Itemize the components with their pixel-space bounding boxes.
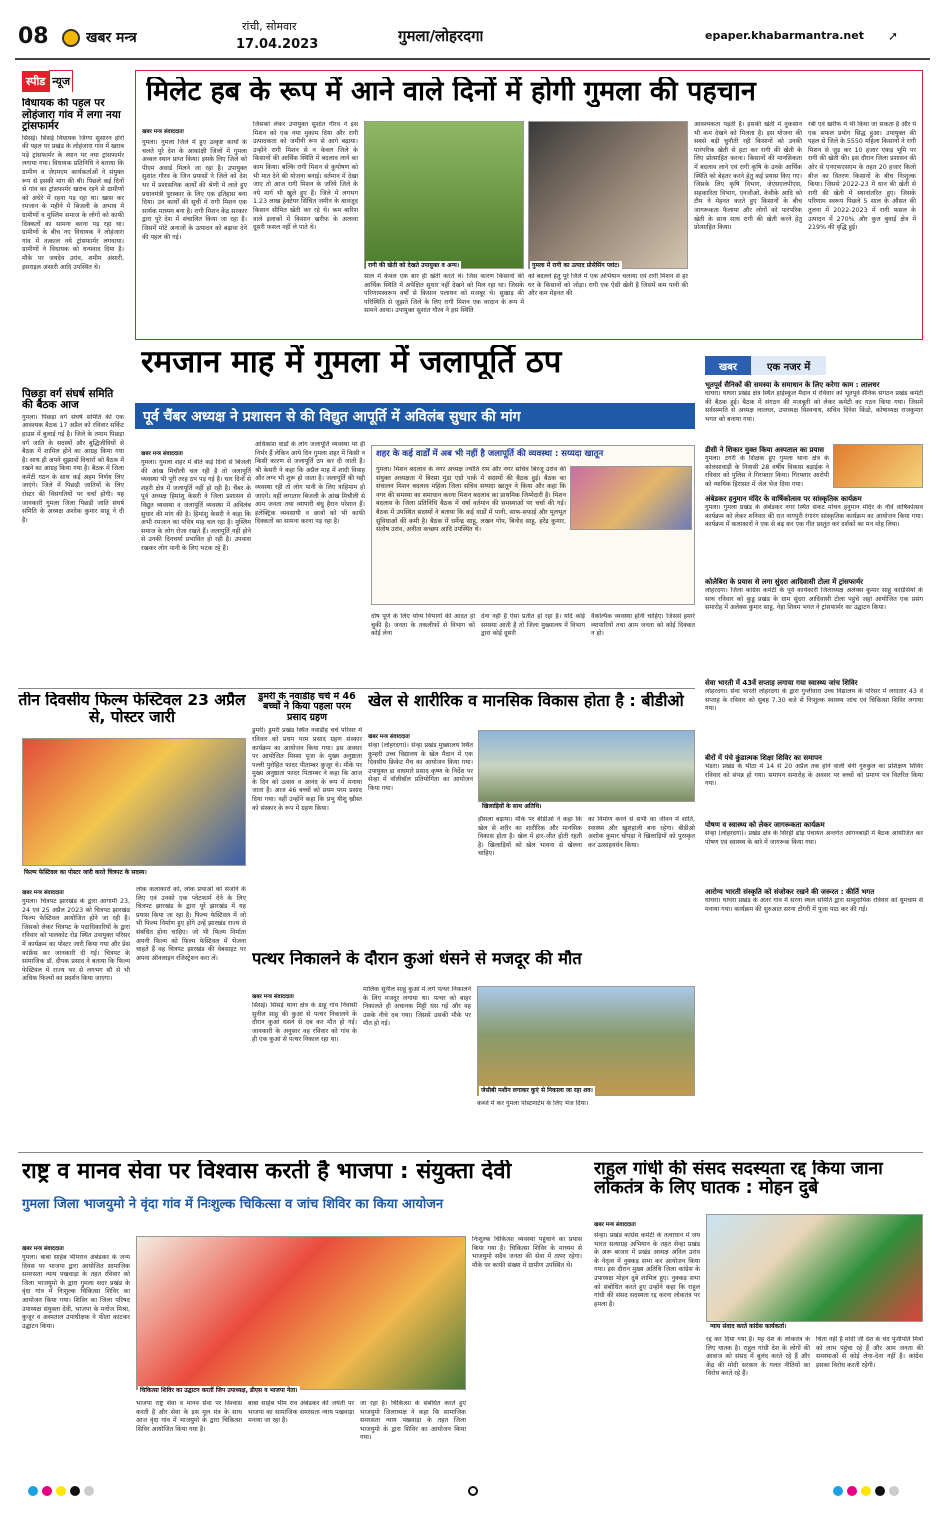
place-date: रांची, सोमवार	[242, 20, 297, 33]
rahul-col-3: चिंता नहीं है मोदी जी देश के चंद पूंजीपति मित्रों को लाभ पहुंचा रहे हैं और आम जनता की समस्याओं से कोई लेना-देना नहीं है। कांग्रेस इसका विरोध करती रहेगी।	[816, 1336, 923, 1369]
bjp-story	[18, 1160, 583, 1470]
brief-headline: आरोग्य भारती संस्कृति को संजोकर रखने की जरूरत : कीर्ति भगत	[705, 888, 875, 896]
well-col-3: कब्जे में कर गुमला पोस्टमार्टम के लिए भेज दिया।	[477, 1100, 589, 1107]
ramzan-subhead: पूर्व चैंबर अध्यक्ष ने प्रशासन से की विद्युत आपूर्ति में अविलंब सुधार की मांग	[135, 403, 695, 429]
ramzan-col-5: वैकल्पिक व्यवस्था होनी चाहिए। जिससे हमारे व्यापारियों तथा आम जनता को कोई दिक्कत न हो।	[591, 613, 695, 638]
film-col-2: लोक कलाकारों को, लोक प्रथाओं को संजोने के लिए एवं उनको एक प्लेटफार्म देने के लिए चित्रपट झारखंड के द्वारा पूरे झारखंड में यह प्रयास किया जा रहा है। फिल्म फेस्टिवल में जो भी फिल्म निर्माण हुए होंगे उन्हें झारखंड राज्य से संबंधित होना चाहिए। जो भी फिल्म निर्माता अपनी फिल्म को फिल्म फेस्टिवल में भेजना चाहते हैं वह चित्रपट झारखंड की वेबसाइट पर अपना ऑनलाइन रजिस्ट्रेशन करा लें।	[136, 886, 246, 962]
brief-headline: भूतपूर्व सैनिकों की समस्या के समाधान के लिए करेगा काम : लालधर	[705, 381, 880, 389]
lead-headline: मिलेट हब के रूप में आने वाले दिनों में होगी गुमला की पहचान	[146, 77, 756, 107]
speed-news-label-2: न्यूज	[49, 70, 73, 92]
sports-col-2: हौसला बढ़ाया। मौके पर बीडीओ ने कहा कि खेल से शरीर का शारीरिक और मानसिक विकास होता है। खेल में हार-जीत होती रहती है। खिलाड़ियों को खेल भावना से खेलना चाहिए।	[478, 816, 582, 858]
prasad-body: डुमरी। डुमरी प्रखंड स्थित नवाडीह चर्च परिसर में रविवार को प्रथम परम प्रसाद ग्रहण संस्कार कार्यक्रम का आयोजन किया गया। इस अवसर पर आयोजित मिस्सा पूजा के मुख्य अनुष्ठाता पल्ली पुरोहित फादर पीताम्बर कुजूर थे। मौके पर मुख्य अनुष्ठाता फादर पिताम्बर ने कहा कि आज के दिन को उत्सव व आनंद के रूप में मनाया जाता है। आज 46 बच्चों को प्रथम परम प्रसाद दिया गया। वहीं उन्होंने कहा कि प्रभु यीशु ख्रीस्त को संस्कार के रूप में ग्रहण किया।	[252, 727, 362, 812]
ragi-field-photo	[364, 121, 524, 269]
lead-caption-2: गुमला में रागी का उत्पाद प्रोसेसिंग प्लांट।	[532, 262, 620, 269]
film-caption: फिल्म फेस्टिवल का पोस्टर जारी करते चित्रपट के सदस्य।	[22, 868, 246, 878]
lead-col-4: को बदलने हेतु पूरे जिले में एक अभियान चलाया एवं रागी मिशन से हर घर के किसानों को जोड़ा। रागी एक ऐसी खेती है जिसमें कम पानी की और कम मेहनत की	[528, 273, 688, 298]
ramzan-col-1: गुमला। गुमला शहर में बीते कई दिनों से बिजली की आंख मिचौली चल रही है तो जलापूर्ति व्यवस्था भी पूरी तरह ठप पड़ गई है। चार दिनों से शहरी क्षेत्र में जलापूर्ति नहीं हो रही है। चैंबर के पूर्व अध्यक्ष हिमांशु केसरी ने जिला प्रशासन से विद्युत व्यवस्था व जलापूर्ति व्यवस्था में अविलंब सुधार की मांग की है। हिमांशु केसरी ने कहा कि अभी रमजान का पवित्र माह चल रहा है। मुस्लिम समाज के लोग रोजा रखते हैं। जलापूर्ति नहीं होने से उनकी दिनचर्या प्रभावित हो रही है। उपवास रखकर लोग पानी के लिए भटक रहे हैं।	[141, 459, 251, 552]
sports-col-1: सेन्हा (लोहरदगा)। सेन्हा प्रखंड मुख्यालय स्थित कुम्हरी उच्च विद्यालय के खेल मैदान में एक दिवसीय क्रिकेट मैच का आयोजन किया गया। उपायुक्त डा वाघमारे प्रसाद कृष्ण के निर्देश पर सेन्हा में वॉलीबॉल प्रतियोगिता का आयोजन किया गया।	[368, 742, 473, 792]
speed-news-headline-2: पिछड़ा वर्ग संघर्ष समिति की बैठक आज	[22, 387, 114, 412]
brief-body: लोहरदगा। सेवा भारती लोहरदगा के द्वारा गुन्तीवारा उच्च विद्यालय के परिसर में लगातार 43 वें सप्ताह के रविवार को सुबह 7.30 बजे से निःशुल्क स्वास्थ्य जांच एवं चिकित्सा शिविर लगाया गया।	[705, 688, 923, 713]
bjp-headline: राष्ट्र व मानव सेवा पर विश्वास करती है भाजपा : संयुक्ता देवी	[22, 1160, 512, 1184]
speed-news-body-1: सिसई। सिसई विधायक जिग्गा सुसारन होरो की पहल पर प्रखंड के लोहंजारा गांव में खराब पड़े ट्रांसफार्मर के स्थान पर नया ट्रांसफार्मर लगाया गया। विधायक प्रतिनिधि ने बताया कि ग्रामीण व जेएमएम कार्यकर्ताओं ने संयुक्त रूप से इसकी मांग की थी। पिछले कई दिनों से गांव का ट्रांसफार्मर खराब रहने से ग्रामीणों को अंधेरे में रहना पड़ रहा था। खास कर रमजान के महीने में बिजली के अभाव में ग्रामीणों व मुस्लिम समाज के लोगों को काफी दिक्कतों का सामना करना पड़ रहा था। ग्रामीणों के बीच नए विधायक ने लोहंजारा गांव में तत्काल नये ट्रांसफार्मर लगवाया। ग्रामीणों ने विधायक को धन्यवाद दिया है। मौके पर जयदेव उरांव, शमीम अंसारी, इसराइल अंसारी आदि उपस्थित थे।	[22, 134, 124, 271]
lead-col-1: गुमला। गुमला जिले में हुए उत्कृष्ट कार्यों के चलते पूरे देश के आकांक्षी जिलों में गुमला अव्वल स्थान प्राप्त किया। इसके लिए जिले को पीएम अवार्ड मिलने जा रहा है। उपायुक्त सुशांत गौरव के जिन प्रयासों ने जिले को देश भर में प्रशासनिक कार्यों की श्रेणी में लाते हुए प्रधानमंत्री पुरस्कार के लिए एक इतिहास बना दिया। उन कार्यों की सूची में रागी मिशन एक सार्थक माध्यम बना है। रागी मिशन केंद्र सरकार द्वारा पूरे देश में संचालित किया जा रहा है। जिसमें मोटे अनाजों के उत्पादन को बढ़ावा देने की पहल की गई।	[142, 139, 247, 241]
masthead	[0, 0, 945, 62]
brief-headline: कोलेबिरा के प्रयास से लगा सुंदरा आदिवासी टोला में ट्रांसफार्मर	[705, 578, 864, 586]
brief-body: सेन्हा (लोहरदगा)। प्रखंड क्षेत्र के सिरहीं ढोढ़ पंचायत अन्तर्गत आंगनबाड़ी में बैठक आयोजित कर पोषण एवं स्वास्थ्य के बारे में जागरूक किया गया।	[705, 830, 923, 846]
jcb-rescue-photo	[477, 986, 695, 1096]
well-col-1: सिसई। सिसई थाना क्षेत्र के डाहू गांव निवासी सुनील साहू की कुआं से पत्थर निकालने के दौरान कुआं धंसने से दब कर मौत हो गई। जानकारी के अनुसार वह रविवार को गांव के ही एक कुआं से पत्थर निकाल रहा था।	[252, 1002, 357, 1044]
rahul-story	[590, 1160, 923, 1470]
well-headline: पत्थर निकालने के दौरान कुआं धंसने से मजदूर की मौत	[252, 950, 582, 968]
brand-logo-icon	[62, 29, 80, 47]
film-col-1: गुमला। चित्रपट झारखंड के द्वारा आगामी 23, 24 एवं 25 अप्रैल 2023 को चित्रपट झारखंड फिल्म फेस्टिवल आयोजित होने जा रही है। जिसको लेकर चित्रपट के पदाधिकारियों के द्वारा रविवार को पालकोट रोड स्थित उपायुक्त परिसर में कार्यक्रम का पोस्टर जारी किया गया और प्रेस कांफ्रेंस कर जानकारी दी गई। चित्रपट के सामाजिक डॉ. दीपक प्रसाद ने बताया कि फिल्म फेस्टिवल में राज्य भर से लगभग सौ से भी अधिक फिल्मों का प्रदर्शन किया जाएगा।	[22, 898, 130, 983]
page-number: 08	[18, 24, 49, 49]
sports-headline: खेल से शारीरिक व मानसिक विकास होता है : बीडीओ	[368, 692, 684, 710]
speed-news-headline-1: विधायक की पहल पर लोहंजारा गांव में लगा नया ट्रांसफार्मर	[22, 98, 121, 133]
ramzan-col-3: दोष पूर्ण के लिए योग्य विभागों की आदत हो चुकी है। जनता के तकलीफों से विभाग को कोई लेना	[371, 613, 475, 638]
print-registration-marks	[0, 1478, 945, 1517]
sports-story	[368, 692, 695, 947]
rahul-byline: खबर मन्त्र संवाददाता	[594, 1222, 636, 1228]
lead-col-3: साल में केवल एक बार ही खेती करते थे। जिस कारण किसानों की आर्थिक स्थिति में अपेक्षित सुधार नहीं देखने को मिल रहा था। जिसके परिणामस्वरूप वर्षों से किसान पलायन को मजबूर थे। सुखाड़ की परिस्थिति से जूझते जिले के लिए रागी मिशन एक वरदान के रूप में सामने आया। उपायुक्त सुशांत गौरव ने इस स्थिति	[364, 273, 524, 315]
issue-date: 17.04.2023	[236, 37, 319, 52]
lead-col-5: आवश्यकता पड़ती है। इसकी खेती में नुकसान भी कम देखने को मिलता है। इस योजना की सबसे बड़ी चुनौती रही किसानों को उनकी पारंपरिक खेती से हटा कर रागी की खेती के लिए प्रोत्साहित करना। किसानों की मानसिकता में बदलाव लाने एवं रागी कृषि के उनके आर्थिक स्थिति को बेहतर करने हेतु कई प्रयास किए गए। जिसके लिए कृषि विभाग, जेएसएलपीएस, सहकारिता विभाग, एनजीओ, केवीके आदि को टीम ने मेहनत करते हुए किसानों के बीच जागरूकता फैलाया और लोगों को पारंपरिक खेती के साथ साथ रागी की खेती करने हेतु प्रोत्साहित किया।	[694, 121, 802, 232]
film-poster-photo	[22, 738, 246, 866]
bjp-col-1: गुमला। बाबा साहेब भीमराव अंबेडकर के जन्म दिवस पर भाजपा द्वारा आयोजित सामाजिक समरसता न्याय पखवाड़ा के तहत रविवार को जिला भाजयुमो के द्वारा गुमला सदर प्रखंड के वृंदा गांव में निःशुल्क चिकित्सा शिविर का आयोजन किया गया। शिविर का जिला परिषद उपाध्यक्ष संयुक्ता देवी, भाजपा के मनोज मिश्रा, कुजूर व अस्पताल उपाधीक्षक ने फीता काटकर उद्घाटन किया।	[22, 1254, 130, 1330]
prasad-story	[252, 692, 362, 947]
speed-news-body-2: गुमला। पिछड़ा वर्ग संघर्ष समिति की एक आवश्यक बैठक 17 अप्रैल को रविवार सर्किट हाउस में बुलाई गई है। जिले के तमाम पिछड़ा वर्ग जाति के सदस्यों और बुद्धिजीवियों से बैठक में शामिल होने का आग्रह किया गया है। साथ ही अपने सुझावों विचारों को बैठक में रखने का आग्रह किया गया है। बैठक में जिला कमेटी गठन के साथ कई अहम निर्णय लिए जाएंगे। जिले में पिछड़ी जातियों के लिए रोस्टर की विसंगतियों पर चर्चा होगी। यह जानकारी गुमला जिला पिछड़ी जाति संघर्ष समिति के अध्यक्ष अशोक कुमार साहू ने दी है।	[22, 413, 124, 524]
website-link[interactable]: epaper.khabarmantra.net	[705, 29, 864, 42]
lead-byline: खबर मन्त्र संवाददाता	[142, 129, 184, 135]
ek-nazar-tag: खबर	[705, 356, 751, 375]
well-col-2: मालिक सुनील साहू कुआं में लगे पत्थर निकालने के लिए मजदूर लगाया था। पत्थर को बाहर निकालते ही अचानक मिट्टी धंस गई और वह उसके नीचे दब गया। जिससे उसकी मौके पर मौत हो गई।	[363, 986, 471, 1028]
hanuman-mandir-photo	[833, 444, 923, 488]
ek-nazar-title: एक नजर में	[751, 356, 826, 375]
brief-headline: अंबेडकर हनुमान मंदिर के वार्षिकोत्सव पर सांस्कृतिक कार्यक्रम	[705, 495, 862, 503]
brief-headline: बीरों में पंचे कुंडात्मक शिक्षा शिविर का समापन	[705, 754, 822, 762]
bjp-col-5: निःशुल्क चिकित्सा व्यवस्था पहुंचाने का प्रयास किया गया है। चिकित्सा शिविर के माध्यम से भाजयुमो सदैव जनता की सेवा में तत्पर रहेगा। मौके पर काफी संख्या में ग्रामीण उपस्थित थे।	[472, 1236, 582, 1269]
section-title: गुमला/लोहरदगा	[398, 27, 484, 45]
sports-byline: खबर मन्त्र संवाददाता	[368, 734, 410, 740]
ramzan-col-4: देना नहीं है ऐसा प्रतीत हो रहा है। यदि कोई समस्या आती है तो जिला मुख्यालय में विभाग द्वारा कोई दूसरी	[481, 613, 585, 638]
ramzan-col-2: अधिकांश वार्डों के लोग जलापूर्ति व्यवस्था पर ही निर्भर हैं लेकिन आये दिन गुमला शहर में किसी न किसी कारण से जलापूर्ति ठप कर दी जाती है। श्री केसरी ने कहा कि अप्रैल माह में शादी विवाह और लग्न भी शुरू हो जाता है। जलापूर्ति की यही व्यवस्था रही तो लोग पानी के लिए त्राहिमाम हो जाएंगे। वहीं लगातार बिजली के आंख मिचौली से आम जनता तथा व्यापारी बंधु हैरान परेशान हैं। इलेक्ट्रिक व्यवसायी व छात्रों को भी काफी दिक्कतों का सामना करना पड़ रहा है।	[255, 441, 365, 526]
lead-caption-1: रागी की खेती को देखते उपायुक्त व अन्य।	[368, 262, 460, 269]
ramzan-inset	[371, 445, 695, 605]
brief-body: भंडरा। प्रखंड के भीठा में 14 से 20 अप्रैल तक होने वाली बेनी गुरुकुल का प्रशिक्षण शिविर रविवार को संपन्न हो गया। समापन समारोह के अवसर पर बच्चों को प्रमाण पत्र वितरित किया गया।	[705, 763, 923, 788]
bjp-col-3: बाबा साहेब भीम राव अंबेडकर की जयंती पर भाजपा का सामाजिक समरसता न्याय पखवाड़ा मनाया जा रहा है।	[248, 1400, 354, 1425]
rahul-caption: न्याय संवाद करते कांग्रेस कार्यकर्ता।	[710, 1323, 787, 1330]
well-byline: खबर मन्त्र संवाददाता	[252, 994, 294, 1000]
well-story	[252, 950, 695, 1147]
speed-news-label: स्पीड	[22, 71, 49, 92]
prasad-headline: डुमरी के नवाडीह चर्च में 46 बच्चों ने किया पहला परम प्रसाद ग्रहण	[258, 692, 356, 723]
bjp-caption: चिकित्सा शिविर का उद्घाटन करतीं जिप उपाध्यक्ष, डीएस व भाजपा नेता।	[140, 1387, 298, 1394]
rahul-headline: राहुल गांधी की संसद सदस्यता रद्द किया जाना लोकतंत्र के लिए घातक : मोहन दुबे	[594, 1160, 883, 1199]
sports-col-3: का निर्माण करने से सभी का जीवन में शांति, स्वास्थ्य और खुशहाली बना रहेगा। बीडीओ अशोक कुमार चोपड़ा ने खिलाड़ियों को पुरस्कृत कर उत्साहवर्धन किया।	[588, 816, 695, 849]
bjp-subhead: गुमला जिला भाजयुमो ने वृंदा गांव में निःशुल्क चिकित्सा व जांच शिविर का किया आयोजन	[22, 1197, 444, 1212]
bjp-col-4: जा रहा है। चिकित्सा के संबंधित करते हुए भाजयुमो जिलाध्यक्ष ने कहा कि सामाजिक समरसता न्याय पखवाड़ा के तहत जिला भाजयुमो के द्वारा शिविर का आयोजन किया गया।	[360, 1400, 466, 1442]
rahul-col-2: रद्द कर दिया गया है। यह देश के लोकतंत्र के लिए घातक है। राहुल गांधी देश के लोगों की आवाज को संसद में बुलंद करते रहे हैं और केंद्र की मोदी सरकार के गलत नीतियों का विरोध करते रहे हैं।	[706, 1336, 810, 1378]
well-caption: जेसीबी मशीन लगाकर कुएं से निकाला जा रहा शव।	[481, 1087, 593, 1094]
brief-body: घाघरा। घाघरा प्रखंड के अंतर गांव में सरना स्थल समिति द्वारा सामुदायिक रविवार को धूमधाम से मनाया गया। कार्यक्रम की शुरुआत सरना टोंगरी में पूजा पाठ कर की गई।	[705, 897, 923, 913]
sports-caption: खिलाड़ियों के साथ अतिथि।	[482, 803, 542, 810]
film-byline: खबर मन्त्र संवाददाता	[22, 890, 64, 896]
bjp-byline: खबर मन्त्र संवाददाता	[22, 1246, 64, 1252]
brief-body: घाघरा। घाघरा प्रखंड क्षेत्र स्थित हाईस्कूल मैदान में रविवार को भूतपूर्व सैनिक संगठन प्रखंड कमेटी की बैठक हुई। बैठक में संगठन की मजबूती को लेकर कमेटी का गठन किया गया। जिसमें सर्वसम्मति से अध्यक्ष लालधर, उपाध्यक्ष विश्वनाथ, सचिव दिनेश किंडो, कोषाध्यक्ष राजकुमार भगत को बनाया गया।	[705, 390, 923, 423]
inset-headline: शहर के कई वार्डों में अब भी नहीं है जलापूर्ति की व्यवस्था : सय्यदा खातून	[376, 449, 604, 459]
brief-body: गुमला। गुमला प्रखंड के अंबेडकर नगर स्थित संकट मोचन हनुमान मंदिर के नौवें वार्षिकोत्सव कार्यक्रम को लेकर शनिवार की रात नागपुरी रंगारंग सांस्कृतिक कार्यक्रम का आयोजन किया गया। कार्यक्रम में कलाकारों ने एक से बढ़ कर एक गीत प्रस्तुत कर दर्शकों का मन मोह लिया।	[705, 504, 923, 529]
film-headline: तीन दिवसीय फिल्म फेस्टिवल 23 अप्रैल से, पोस्टर जारी	[18, 692, 246, 727]
lead-col-6: रबी एवं खरीफ में भी किया जा सकता है और ये एक सफल प्रयोग सिद्ध हुआ। उपायुक्त की पहल से जिले के 5550 महिला किसानों ने रागी मिशन से जुड़ कर 10 हजार एकड़ भूमि पर रागी की खेती की। इस दौरान जिला प्रशासन की ओर से एनएफएसएम के तहत 20 हजार किलो बीज का वितरण किसानों के बीच निःशुल्क किया। जिससे 2022-23 में धान की खेती से रागी की खेती में स्थानांतरित हुए। जिसके परिणाम स्वरूप पिछले 5 साल के औसत की तुलना में 2022-2023 में रागी फसल के उत्पादन में 270% और कुल बुवाई क्षेत्र में 219% की वृद्धि हुई।	[808, 121, 916, 232]
ramzan-byline: खबर मन्त्र संवाददाता	[141, 451, 183, 457]
lead-story	[135, 70, 923, 340]
khabar-ek-nazar	[705, 355, 923, 1080]
sports-photo	[478, 730, 695, 802]
cursor-icon: ➚	[888, 29, 899, 43]
ramzan-story	[135, 345, 695, 660]
speed-news-column	[22, 70, 125, 680]
brief-headline: सेवा भारती में 43वें सप्ताह लगाया गया स्वास्थ्य जांच शिविर	[705, 679, 858, 687]
brief-body: गुमला। टगरी के शिक्षक हुए गुमला थाना क्षेत्र के कोलसावाड़ी के निवासी 28 वर्षीय विकास बड़ाईक ने रविवार को पुलिस ने गिरफ्तार किया। गिरफ्तार आरोपी को न्यायिक हिरासत में जेल भेज दिया गया।	[705, 455, 829, 488]
brand-name: खबर मन्त्र	[86, 30, 137, 46]
health-camp-photo	[136, 1236, 466, 1390]
bjp-col-2: भाजपा राष्ट्र सेवा व मानव सेवा पर विश्वास करती है और सेवा के इस मूल मंत्र के साथ आज वृंदा गांव में भाजयुमो के द्वारा चिकित्सा शिविर आयोजित किया गया है।	[136, 1400, 242, 1433]
brief-body: लोहरदगा। जिला कांग्रेस कमेटी के पूर्व कार्यकारी जिलाध्यक्ष अलेक्स कुमार साहू कांग्रेसियों के साथ रविवार को कुडू प्रखंड के ग्राम सुंदरा आदिवासी टोला पहुंचे जहां आयोजित एक प्रसंग समारोह में अलेक्स कुमार साहू, नेहा शिवम भगत ने ट्रांसफार्मर का उद्घाटन किया।	[705, 587, 923, 612]
ragi-plant-photo	[528, 121, 688, 269]
brief-headline: पोषण व स्वास्थ्य को लेकर जागरूकता कार्यक्रम	[705, 821, 825, 829]
rahul-col-1: सेन्हा। प्रखंड कांग्रेस कमेटी के तत्वाधान में जय भारत सत्याग्रह अभियान के तहत सेन्हा प्रखंड के अरू बाजार में प्रखंड अध्यक्ष अनिल उरांव के नेतृत्व में नुक्कड़ सभा कर आयोजन किया गया। इस दौरान मुख्य अतिथि जिला कांग्रेस के उपाध्यक्ष मोहन दुबे शामिल हुए। नुक्कड़ सभा को संबोधित करते हुए उन्होंने कहा कि राहुल गांधी की संसद सदस्यता रद्द करना लोकतंत्र पर हमला है।	[594, 1232, 700, 1308]
film-festival-story	[18, 692, 248, 1147]
brief-headline: डीसी ने शिकार मुक्त किया अस्पताल का प्रयास	[705, 446, 825, 454]
congress-rally-photo	[706, 1214, 923, 1322]
inset-body: गुमला। मिशन बदलाव के नगर अध्यक्ष ज्योति राम और नगर सचिव बिरजू उरांव की संयुक्त अध्यक्षता में बिरसा मुंडा एग्रो पार्क में सदस्यों की बैठक हुई। बैठक का संचालन मिशन बदलाव महिला जिला सचिव सय्यदा खातून ने किया और कहा कि नगर की समस्या का समाधान करना मिशन बदलाव का प्राथमिक जिम्मेदारी है। मिशन बदलाव के जिला प्रतिनिधि बैठक में वर्षा वर्तमान की समस्याओं पर चर्चा की गई। बैठक में उपस्थित सदस्यों ने बताया कि कई वार्डों में पानी, साफ-सफाई और मूलभूत सुविधाओं की कमी है। बैठक में धर्मेन्द्र साहू, लखन गोप, बिनोद साहू, हरेंद्र कुमार, संतोष उरांव, अनीता कच्छप आदि उपस्थित थे।	[376, 466, 566, 534]
lead-col-2: जिसको लेकर उपायुक्त सुशांत गौरव ने इस मिशन को एक नया मुकाम दिया और रागी उत्पादकता को जमीनी रूप से आगे बढ़ाया। उन्होंने रागी मिशन से न केवल जिले के किसानों की आर्थिक स्थिति में बदलाव लाने का काम किया। बल्कि रागी मिशन से कुपोषण को भी मात देने की योजना बनाई। वर्तमान में देखा जाए तो आज रागी मिशन के जरिये जिले के नये मार्ग भी खुले हुए हैं। जिले में लगभग 1.23 लाख हेक्टेयर सिंचित जमीन के बावजूद किसान सीमित खेती कर रहे थे। कम बारिश वाले इलाकों में किसान खरीफ के अलावा दूसरी फसल नहीं ले पाते थे।	[253, 121, 358, 232]
meeting-photo	[570, 466, 692, 530]
ramzan-headline: रमजान माह में गुमला में जलापूर्ति ठप	[141, 345, 562, 380]
